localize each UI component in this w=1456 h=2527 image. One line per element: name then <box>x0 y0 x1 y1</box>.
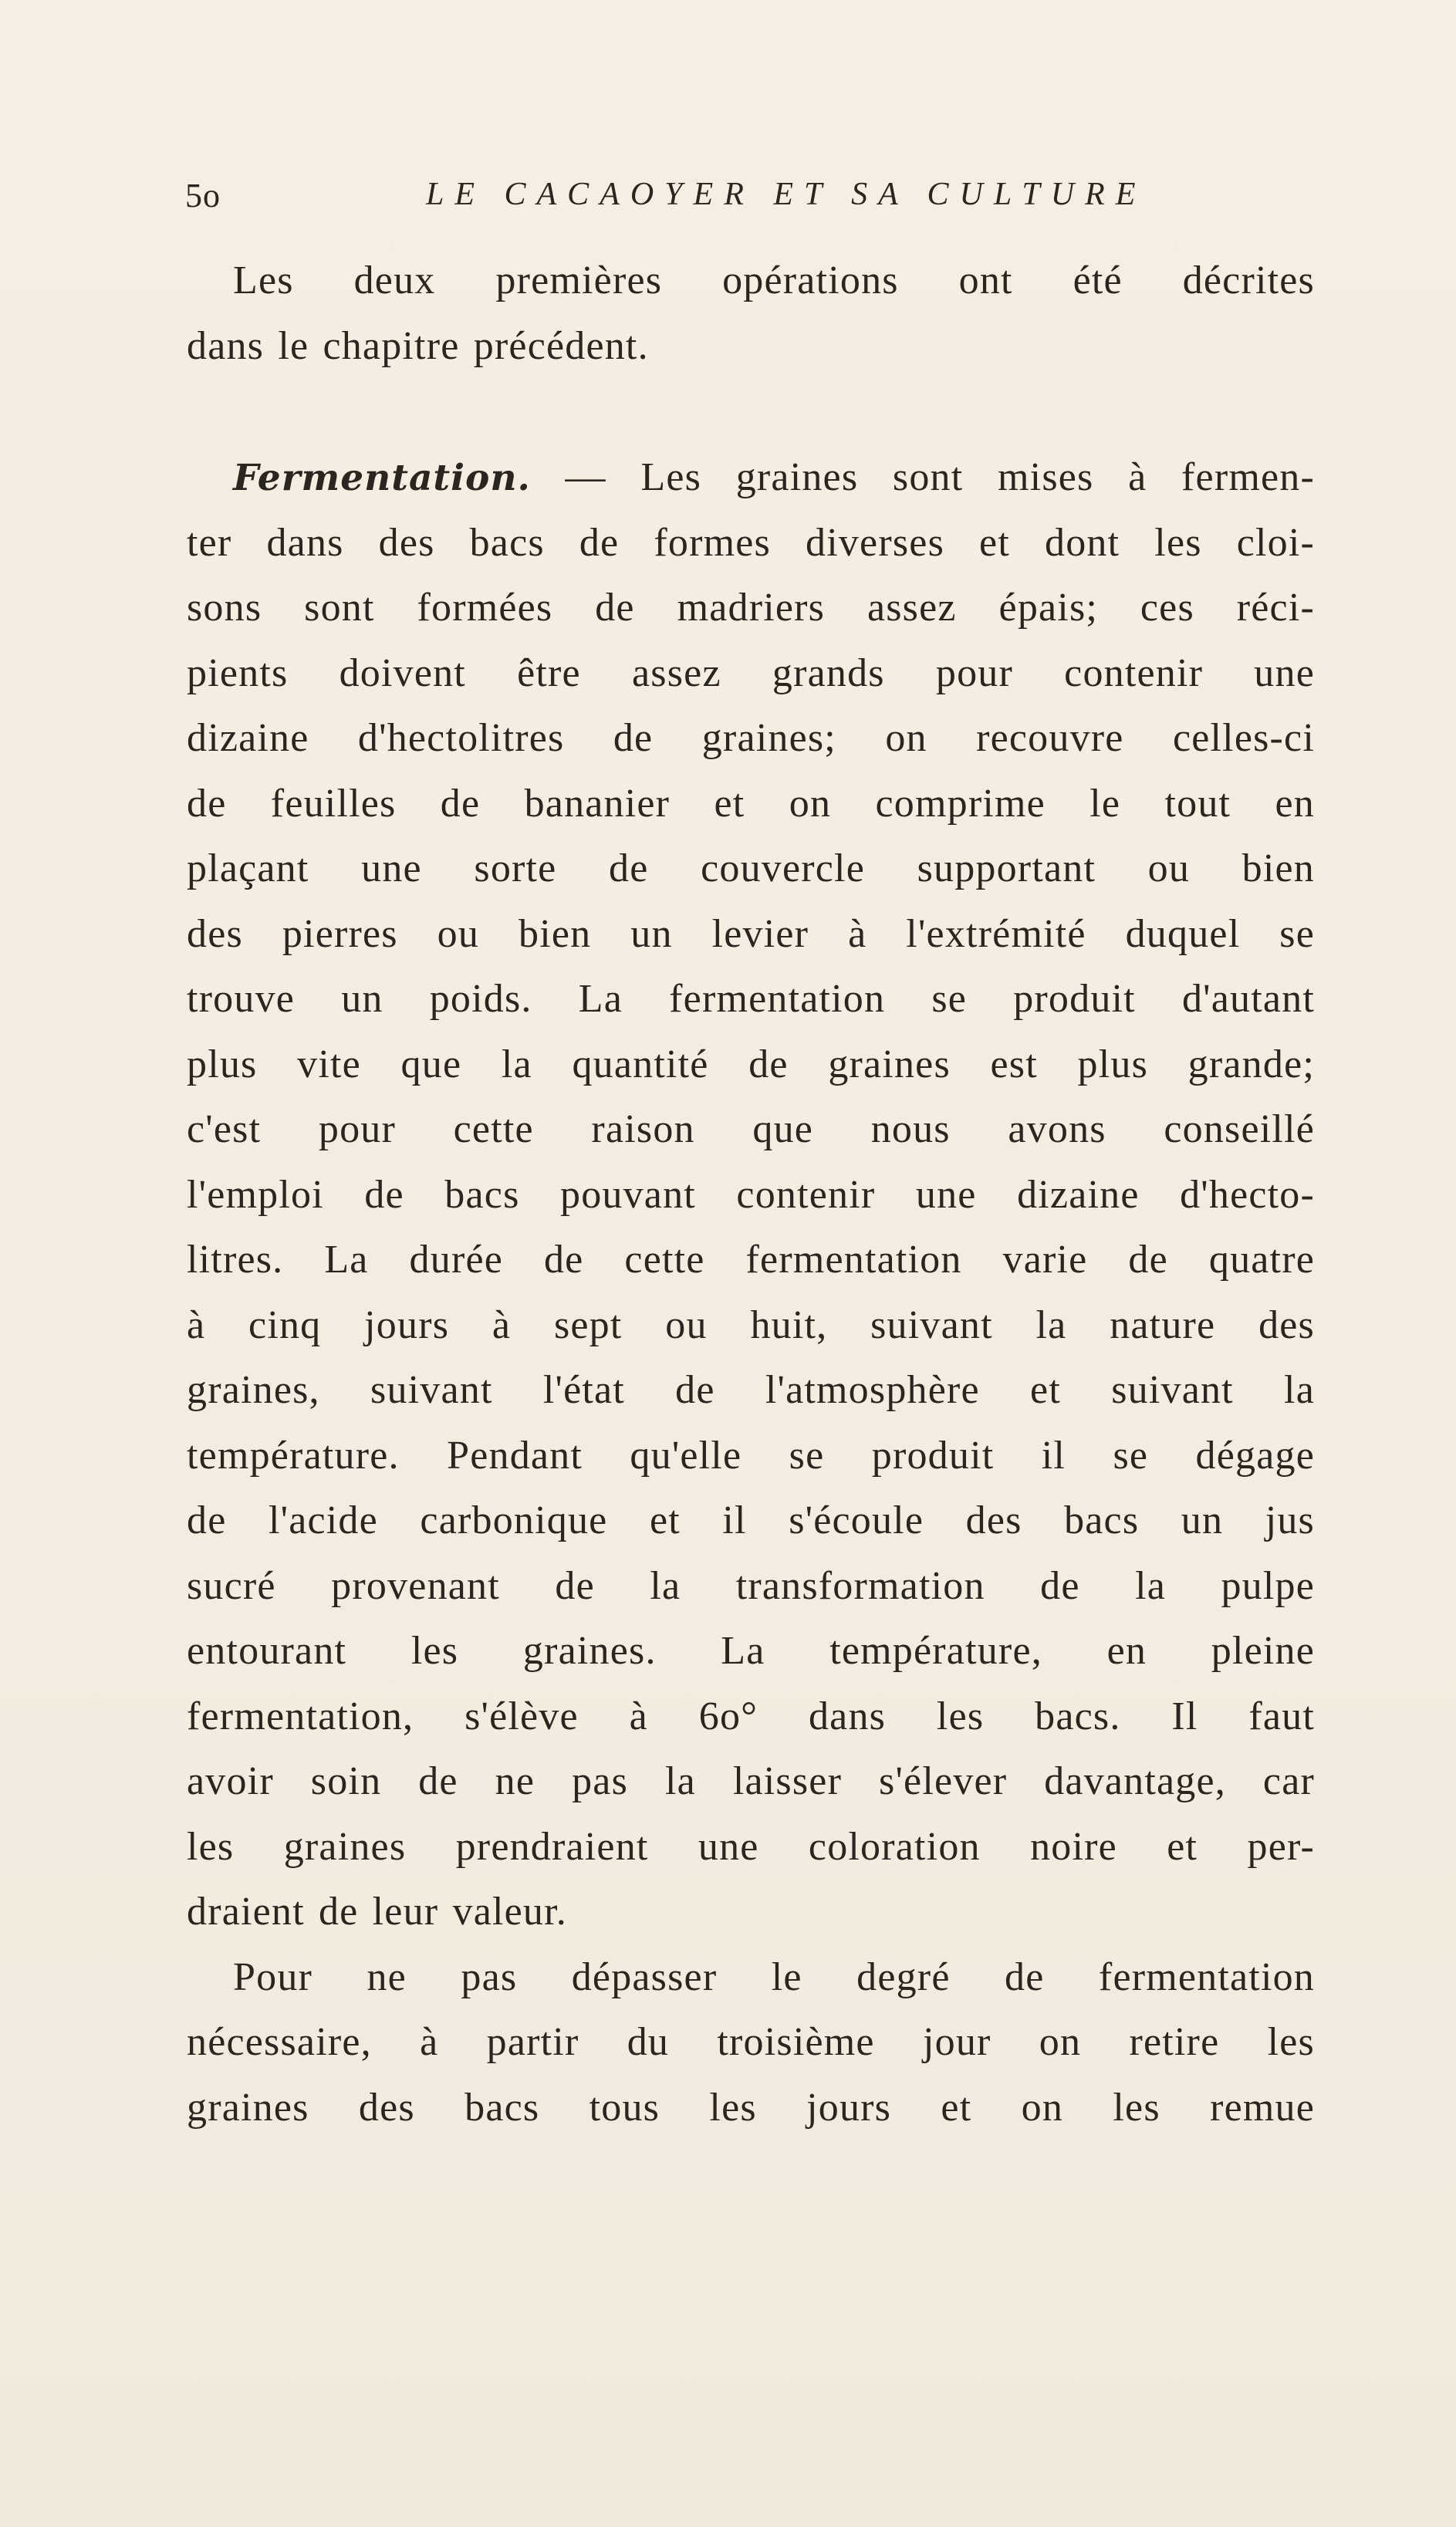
text-line: les graines prendraient une coloration noire et per- <box>187 1824 1315 1869</box>
text-line: sucré provenant de la transformation de la pulpe <box>187 1563 1315 1608</box>
text-line: dans le chapitre précédent. <box>187 323 649 368</box>
text-line: de feuilles de bananier et on comprime le tout en <box>187 781 1315 826</box>
text-line: litres. La durée de cette fermentation varie de quatre <box>187 1238 1315 1282</box>
page-header <box>185 176 1319 222</box>
paragraph-gap <box>187 379 1315 445</box>
text-line: trouve un poids. La fermentation se produit d'autant <box>187 977 1315 1021</box>
text-line: Les deux premières opérations ont été décrites <box>233 258 1315 302</box>
body-text <box>187 248 1315 2140</box>
section-heading: Fermentation. <box>233 457 531 499</box>
text-line: température. Pendant qu'elle se produit il se dégage <box>187 1433 1315 1478</box>
text-line-rest: — Les graines sont mises à fermen- <box>530 455 1315 499</box>
text-line: c'est pour cette raison que nous avons conseillé <box>187 1107 1315 1151</box>
text-line: pients doivent être assez grands pour contenir une <box>187 650 1315 695</box>
text-line: dizaine d'hectolitres de graines; on recouvre celles-ci <box>187 716 1315 760</box>
text-line: fermentation, s'élève à 6o° dans les bacs. Il faut <box>187 1694 1315 1738</box>
text-line: nécessaire, à partir du troisième jour on retire les <box>187 2020 1315 2064</box>
text-line: plus vite que la quantité de graines est plus grande; <box>187 1042 1315 1086</box>
running-title: LE CACAOYER ET SA CULTURE <box>426 177 1147 212</box>
text-line: Pour ne pas dépasser le degré de fermentation <box>233 1954 1315 1999</box>
text-line: de l'acide carbonique et il s'écoule des bacs un jus <box>187 1498 1315 1542</box>
page-number: 5o <box>185 177 221 215</box>
text-line: à cinq jours à sept ou huit, suivant la nature des <box>187 1302 1315 1347</box>
text-line: avoir soin de ne pas la laisser s'élever davantage, car <box>187 1759 1315 1803</box>
text-line: ter dans des bacs de formes diverses et dont les cloi- <box>187 520 1315 565</box>
text-line: des pierres ou bien un levier à l'extrémité duquel se <box>187 911 1315 956</box>
text-line: entourant les graines. La température, en pleine <box>187 1629 1315 1673</box>
text-line <box>187 445 1315 511</box>
text-line: draient de leur valeur. <box>187 1890 567 1934</box>
text-line: graines, suivant l'état de l'atmosphère et suivant la <box>187 1368 1315 1412</box>
text-line: graines des bacs tous les jours et on les remue <box>187 2085 1315 2130</box>
text-line: plaçant une sorte de couvercle supportant ou bien <box>187 846 1315 890</box>
text-line: sons sont formées de madriers assez épais; ces réci- <box>187 586 1315 630</box>
text-line: l'emploi de bacs pouvant contenir une dizaine d'hecto- <box>187 1172 1315 1217</box>
